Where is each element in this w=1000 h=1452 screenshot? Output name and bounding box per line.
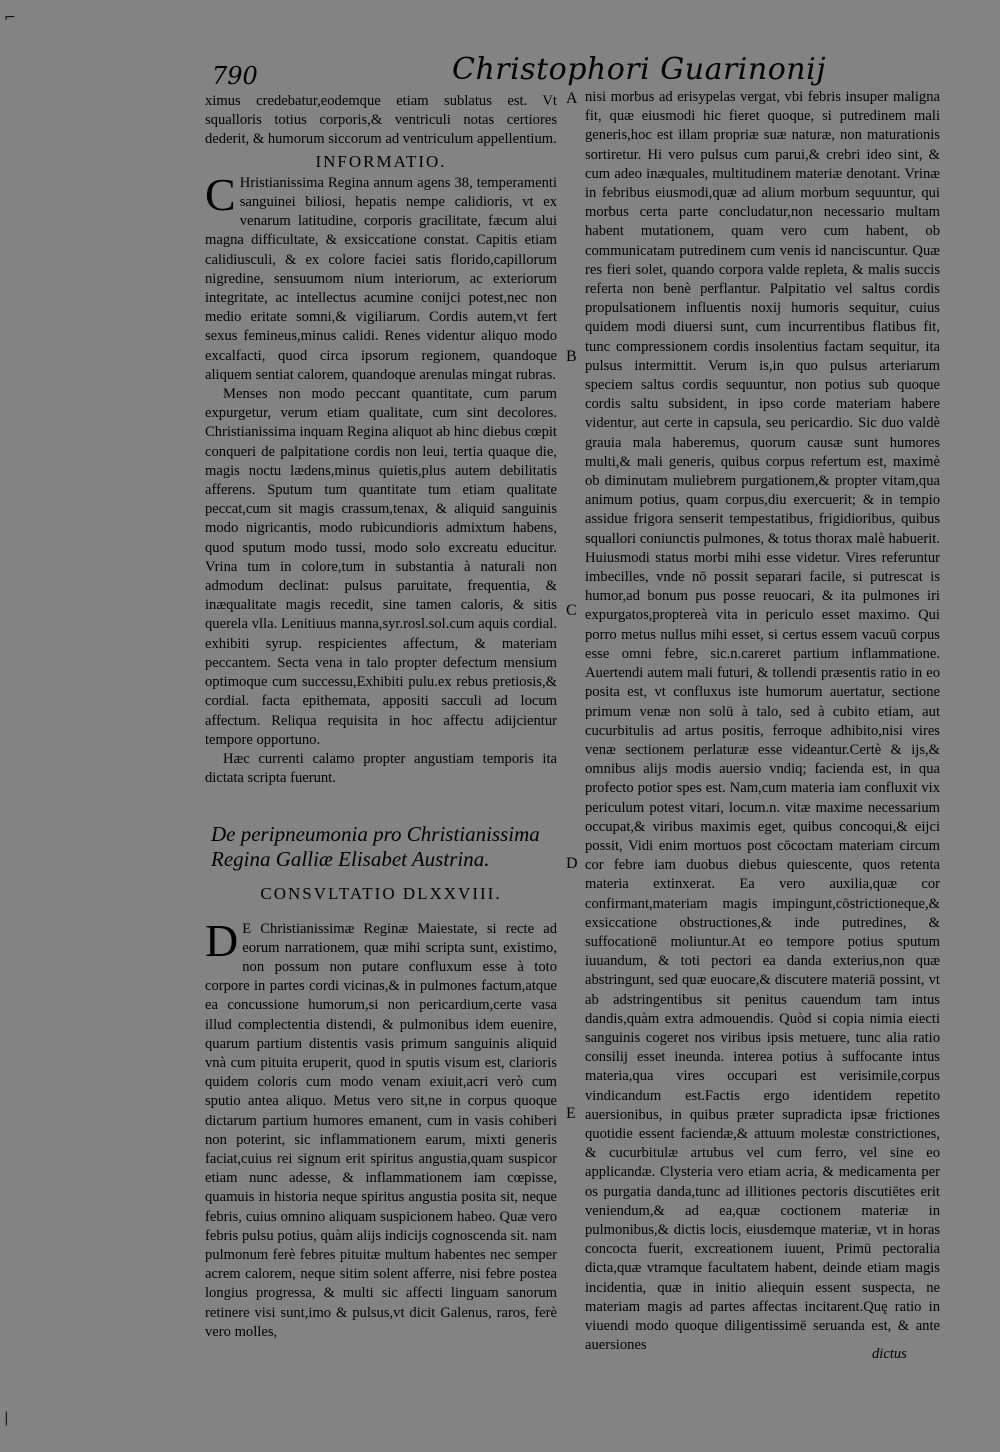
page-number: 790 (212, 62, 258, 90)
right-column (585, 88, 940, 1355)
margin-letter-b: B (566, 348, 577, 365)
margin-letter-e: E (566, 1105, 576, 1122)
margin-letter-d: D (566, 855, 578, 872)
drop-cap: C (205, 168, 236, 220)
informatio-text: Hristianissima Regina annum agens 38, temperamenti sanguinei biliosi, hepatis nempe calidioris, vt ex venarum latitudine, corporis gracilitate, fæcum alui magna difficultate, & exsiccatione constat. Capitis etiam calidiusculi, & ex colore faciei satis florido,capillorum nigredine, sensuumom nium interiorum, ac exteriorum integritate, ac intellectus acumine conijci potest,nec non medio eritate somni,& vigiliarum. Cordis autem,vt fert sexus femineus,minus calidi. Renes videntur aliquo modo excalfacti, quod circa ipsorum regionem, quandoque aliquem sentiat calorem, quandoque arenulas mingat rubras. (205, 174, 557, 383)
intro-paragraph: ximus credebatur,eodemque etiam sublatus est. Vt squalloris totius corporis,& ventriculi notas certiores dederit, & humorum siccorum ad ventriculum appellentium. (205, 93, 557, 148)
catchword: dictus (872, 1346, 907, 1362)
closing-paragraph: Hæc currenti calamo propter angustiam temporis ita dictata scripta fuerunt. (205, 750, 557, 787)
menses-paragraph: Menses non modo peccant quantitate, cum parum expurgetur, verum etiam qualitate, cum sint decolores. Christianissima inquam Regina aliquot ab hinc diebus cœpit conqueri de palpitatione cordis non leui, tertia quaque die, magis noctu lædens,minus quietis,plus autem debilitatis afferens. Sputum tum quantitate tum etiam qualitate peccat,cum sit magis crassum,tenax, & aliquid sanguinis modo nigricantis, modo rubicundioris admixtum habens, quod sputum modo tussi, modo solo excreatu educitur. Vrina tum in colore,tum in substantia à naturali non admodum declinat: pulsus paruitate, frequentia, & inæqualitate magis recedit, sine tamen caloris, & sitis querela vlla. Lenitiuus manna,syr.rosl.sol.cum aquis cordial. exhibiti syrup. respicientes affectum, & materiam peccantem. Secta vena in talo propter defectum mensium optimoque cum successu,Exhibiti pulu.ex rebus pretiosis,& cordial. facta epithemata, appositi sacculi ad locum affectum. Reliqua requisita in hoc affectu adijcientur tempore opportuno. (205, 386, 557, 748)
consultatio-paragraph (205, 914, 557, 1342)
consultatio-text: E Christianissimæ Reginæ Maiestate, si recte ad eorum narrationem, quæ mihi scripta sunt, existimo, non possum non putare confluxum esse à toto corpore in partes cordi vicinas,& in pulmones factum,atque ea concussione humorum,si non pericardium,certe vasa illud complectentia distendi, & pulmonibus idem euenire, quarum partium distentis vasis primum sanguinis aliquid vnà cum pituita eruperit, quod in sputis visum est, clarioris quidem coloris cum modo venam exiuit,acri verò cum sputio antea aliquo. Metus vero sit,ne in corpus quoque dictarum partium humores emanent, cum in vasis cohiberi non poterint, sic inflammationem earum, mixti generis faciat,cuius rei signum erit spiritus angustia,quam suspicor etiam nunc adesse, & inflammationem iam cœpisse, quamuis in historia neque spiritus angustia posita sit, neque febris, cuius omnino aliquam suspicionem habeo. Quæ vero febris pulsu potius, quàm alijs indicijs cognoscenda sit. nam pulmonum ferè febres pituitæ multum habentes nec semper acrem calorem, neque sitim solent afferre, nisi febre postea longius progressa, & multi sic affecti linguam sanorum retinere visi sunt,imo & pulsus,vt dicit Galenus, raros, ferè vero molles, (205, 920, 557, 1340)
margin-letter-a: A (566, 90, 578, 107)
left-column (205, 92, 557, 1342)
section-title: De peripneumonia pro Christianissima Regina Galliæ Elisabet Austrina. (211, 822, 540, 872)
running-head: Christophori Guarinonij (452, 52, 826, 87)
drop-cap: D (205, 914, 239, 966)
informatio-paragraph (205, 168, 557, 385)
consultatio-heading: CONSVLTATIO DLXXVIII. (260, 884, 502, 904)
right-column-text: nisi morbus ad erisypelas vergat, vbi febris insuper maligna fit, quæ eiusmodi hic fieret quoque, si putredinem mali generis,hoc est illam propriæ suæ naturæ, non maturationis sortiretur. Hi vero pulsus cum parui,& crebri ideo sint, & cum adeo inæquales, multitudinem materiæ denotant. Vrinæ in febribus eiusmodi,quæ ad alium morbum sequuntur, qui morbus certa parte concludatur,non necessario multam habent mutationem, quam vero cum habent, ob communicatam putredinem cum venis id nanciscuntur. Quæ res fieri solet, quando corpora valde repleta, & malis succis referta non benè perflantur. Palpitatio vel saltus cordis propulsationem influentis noxij humoris sequitur, cuius quidem modi diuersi sunt, cum incurrentibus flatibus fit, tunc compressionem cordis insolentius factam sequitur, ita pulsus intermittit. Verum is,in quo pulsus arteriarum speciem saltus cordis sequuntur, non potius sub quoque cordis saltu subsident, in ipso corde materiam habere videntur, aut certe in capsula, seu pericardio. Sic duo valdè grauia mala haberemus, quorum causæ sunt humores multi,& mali generis, quibus corpus refertum est, maximè ob diminutam muliebrem purgationem,& propter vitam,qua animum potius, quam corpus,diu exercuerit; & in tempio assidue frigora senserit tempestatibus, frigidioribus, quibus squallori coniunctis pulmones, & totus thorax malè habuerit. Huiusmodi status morbi mihi esse videtur. Vires referuntur imbecilles, vnde nō possit separari facile, si putrescat is humor,ad bonum pus posse reuocari, & ita pulmones iri expurgatos,proptereà vita in periculo esset maximo. Qui porro metus nullus mihi esset, si certus essem vacuū corpus esse omni febre, sic.n.careret partium inflammatione. Auertendi autem mali futuri, & tollendi præsentis ratio in eo posita est, vt confluxus iste humorum auertatur, sectione primum venæ non solū à talo, sed à cubito etiam, aut cucurbitulis ad artus positis, ferroque adhibito,nisi vires venæ sectionem perlaturæ esse videantur.Certè & ijs,& omnibus alijs modis auersio vndiq; facienda est, in qua profecto potior spes est. Nam,cum materia iam confluxit vix periculum potest vitari, locum.n. vitæ maxime necessarium occupat,& viribus maximis eget, quibus concoqui,& eijci possit, Vidi enim mortuos post cōcoctam materiam circum cor febre iam duobus diebus quiescente, quos retenta materia extinxerat. Ea vero auxilia,quæ cor confirmant,materiam magis impingunt,cōstrictioneque,& exsiccatione obstructiones,& inde putredines, & suffocationē moliuntur.At eo tempore potius sputum iuuandum, & toti pectori ea danda exterius,non quæ abstringunt, sed quæ euocare,& discutere materiā possint, vt ab adstringentibus sit penitus cauendum tam intus dandis,quàm extra admouendis. Quòd si copia nimia eiecti sanguinis cogeret nos viribus ipsis metuere, tunc alia ratio consilij esset ineunda. interea potius à suffocante intus materia,qua vires occupari est verisimile,corpus vindicandum est.Factis ergo identidem repetito auersionibus, in quibus præter supradicta ipsæ frictiones quotidie essent faciendæ,& attuum molestæ constrictiones, & cucurbitulæ artubus vel cum ferro, vel sine eo applicandæ. Clysteria vero etiam acria, & medicamenta per os purgatia danda,tunc ad illitiones pectoris discutiētes erit veniendum,& ad ea,quæ coctionem materiæ in pulmonibus,& dictis locis, eiusdemque materiæ, vt in horas concocta fuerit, excreationem iuuent, Primū pectoralia dicta,quæ vtramque facultatem habent, deinde etiam magis incidentia, quæ in initio aliequin essent suspecta, ne materiam magis ad partes affectas incitarent.Quę ratio in viuendi modo quoque diligentissimē seruanda est, & ante auersiones (585, 89, 940, 1354)
margin-letter-c: C (566, 602, 577, 619)
informatio-heading: INFORMATIO. (315, 151, 447, 171)
edge-mark: | (4, 1410, 9, 1426)
edge-mark: ⌐ (4, 10, 16, 26)
